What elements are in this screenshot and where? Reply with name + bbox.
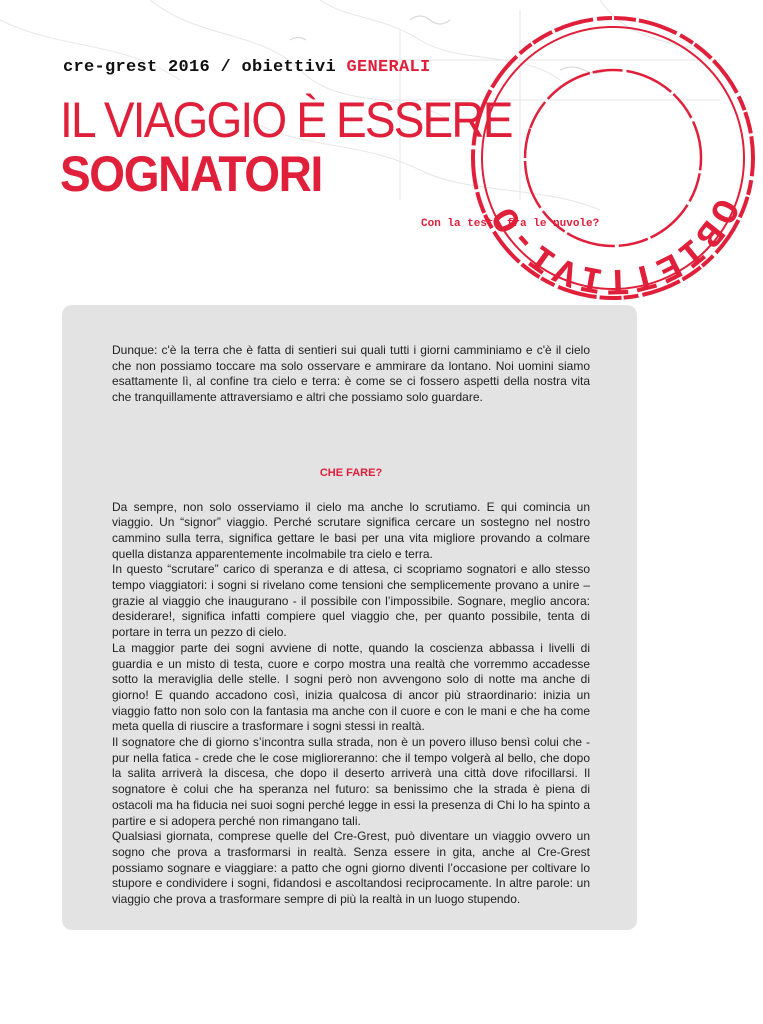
svg-text:OBIETTIVI-O: [469, 122, 747, 308]
body-paragraph: In questo “scrutare” carico di speranza e di attesa, ci scopriamo sognatori e allo stesso tempo viaggiatori: i sogni si rivelano come tensioni che semplicemente provano a unire – grazie al viaggio che inaugurano - il possibile con l’impossibile. Sognare, meglio ancora: desiderare!, significa infatti compiere quel viaggio che, per quanto possibile, tenta di portare in terra un pezzo di cielo.: [112, 562, 590, 640]
body-paragraph: Qualsiasi giornata, comprese quelle del Cre-Grest, può diventare un viaggio ovvero un sogno che prova a trasformarsi in realtà. Senza essere in gita, anche al Cre-Grest possiamo sognare e viaggiare: a patto che ogni giorno diventi l’occasione per coltivare lo stupore e condividere i sogni, fidandosi e ascoltandosi reciprocamente. In altre parole: un viaggio che prova a trasformare sempre di più la realtà in un luogo stupendo.: [112, 829, 590, 907]
content-body: [112, 343, 590, 908]
intro-paragraph: Dunque: c'è la terra che è fatta di sentieri sui quali tutti i giorni camminiamo e c'è il cielo che non possiamo toccare ma solo osservare e ammirare da lontano. Noi uomini siamo esattamente lì, al confine tra cielo e terra: è come se ci fossero aspetti della nostra vita che tranquillamente attraversiamo e altri che possiamo solo guardare.: [112, 343, 590, 405]
header-line: [63, 58, 431, 77]
page-title-line1: IL VIAGGIO È ESSERE: [60, 92, 512, 148]
tagline: Con la testa fra le nuvole?: [421, 218, 600, 230]
content-box: [62, 305, 637, 930]
section-heading: CHE FARE?: [319, 466, 383, 479]
obiettivi-stamp: [463, 8, 763, 308]
stamp-text: OBIETTIVI-O: [483, 191, 746, 301]
body-paragraph: Il sognatore che di giorno s’incontra sulla strada, non è un povero illuso bensì colui che - pur nella fatica - crede che le cose miglioreranno: che il tempo volgerà al bello, che dopo la salita arriverà la discesa, che dopo il deserto arriverà una città dove rifocillarsi. Il sognatore è colui che ha speranza nel futuro: sa benissimo che la strada è piena di ostacoli ma ha fiducia nei suoi sogni perché legge in essi la presenza di Chi lo ha spinto a partire e si adopera perché non rimangano tali.: [112, 735, 590, 828]
header-prefix: cre-grest 2016 / obiettivi: [63, 58, 347, 77]
header-accent: GENERALI: [346, 58, 431, 77]
body-paragraph: La maggior parte dei sogni avviene di notte, quando la coscienza abbassa i livelli di guardia e un misto di testa, cuore e corpo mostra una realtà che vorremmo accadesse sotto la meraviglia delle stelle. I sogni però non avvengono solo di notte ma anche di giorno! E quando accadono così, inizia qualcosa di ancor più straordinario: inizia un viaggio fatto non solo con la fantasia ma anche con il cuore e con le mani e che ha come meta quella di riuscire a trasformare i sogni stessi in realtà.: [112, 640, 590, 734]
page-title-line2: SOGNATORI: [60, 146, 322, 202]
body-paragraph: Da sempre, non solo osserviamo il cielo ma anche lo scrutiamo. E qui comincia un viaggio. Un “signor” viaggio. Perché scrutare significa cercare un sostegno nel nostro cammino sulla terra, significa gettare le basi per una vita migliore provando a colmare quella distanza apparentemente incolmabile tra cielo e terra.: [112, 499, 590, 561]
